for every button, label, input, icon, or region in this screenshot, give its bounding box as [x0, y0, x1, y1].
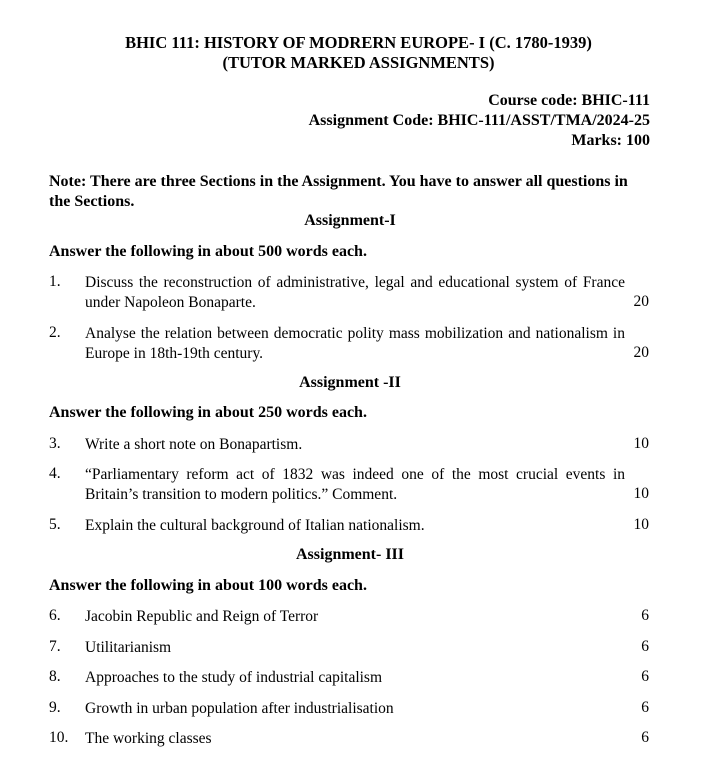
question-number: 9. [49, 699, 61, 716]
question-text: The working classes [85, 730, 212, 747]
question-text: Discuss the reconstruction of administrative, legal and educational system of France under Napoleon Bonaparte. [85, 274, 625, 311]
question-text: Jacobin Republic and Reign of Terror [85, 608, 319, 625]
question-marks: 10 [633, 485, 649, 502]
question-marks: 6 [641, 729, 649, 746]
section-instruction-2: Answer the following in about 250 words each. [49, 404, 367, 421]
total-marks: Marks: 100 [571, 132, 650, 149]
section-instruction-3: Answer the following in about 100 words each. [49, 577, 367, 594]
document-title: BHIC 111: HISTORY OF MODRERN EUROPE- I (C. 1780-1939) [125, 33, 592, 52]
document-subtitle: (TUTOR MARKED ASSIGNMENTS) [222, 53, 495, 72]
question-text: “Parliamentary reform act of 1832 was indeed one of the most crucial events in Britain’s transition to modern politics.” Comment. [85, 466, 625, 503]
question-number: 4. [49, 465, 61, 482]
section-heading-3: Assignment- III [295, 546, 404, 563]
question-text: Growth in urban population after industrialisation [85, 700, 394, 717]
question-marks: 6 [641, 668, 649, 685]
question-number: 10. [49, 729, 69, 746]
question-marks: 6 [641, 638, 649, 655]
course-code: Course code: BHIC-111 [488, 92, 650, 109]
question-number: 8. [49, 668, 61, 685]
question-marks: 10 [633, 435, 649, 452]
question-text: Analyse the relation between democratic polity mass mobilization and nationalism in Europe in 18th-19th century. [85, 325, 625, 362]
note-line-1: Note: There are three Sections in the Assignment. You have to answer all questions in [49, 173, 628, 190]
question-number: 3. [49, 435, 61, 452]
question-marks: 6 [641, 699, 649, 716]
question-marks: 20 [633, 344, 649, 361]
question-marks: 10 [633, 516, 649, 533]
question-marks: 6 [641, 607, 649, 624]
section-heading-1: Assignment-I [304, 212, 396, 229]
question-number: 7. [49, 638, 61, 655]
question-number: 2. [49, 324, 61, 341]
question-text: Explain the cultural background of Italian nationalism. [85, 517, 425, 534]
question-marks: 20 [633, 293, 649, 310]
note-line-2: the Sections. [49, 193, 135, 210]
section-instruction-1: Answer the following in about 500 words each. [49, 243, 367, 260]
question-text: Write a short note on Bonapartism. [85, 436, 303, 453]
question-number: 1. [49, 273, 61, 290]
question-number: 5. [49, 516, 61, 533]
section-heading-2: Assignment -II [299, 374, 401, 391]
question-text: Utilitarianism [85, 639, 172, 656]
question-text: Approaches to the study of industrial capitalism [85, 669, 383, 686]
assignment-code: Assignment Code: BHIC-111/ASST/TMA/2024-25 [308, 112, 650, 129]
question-number: 6. [49, 607, 61, 624]
